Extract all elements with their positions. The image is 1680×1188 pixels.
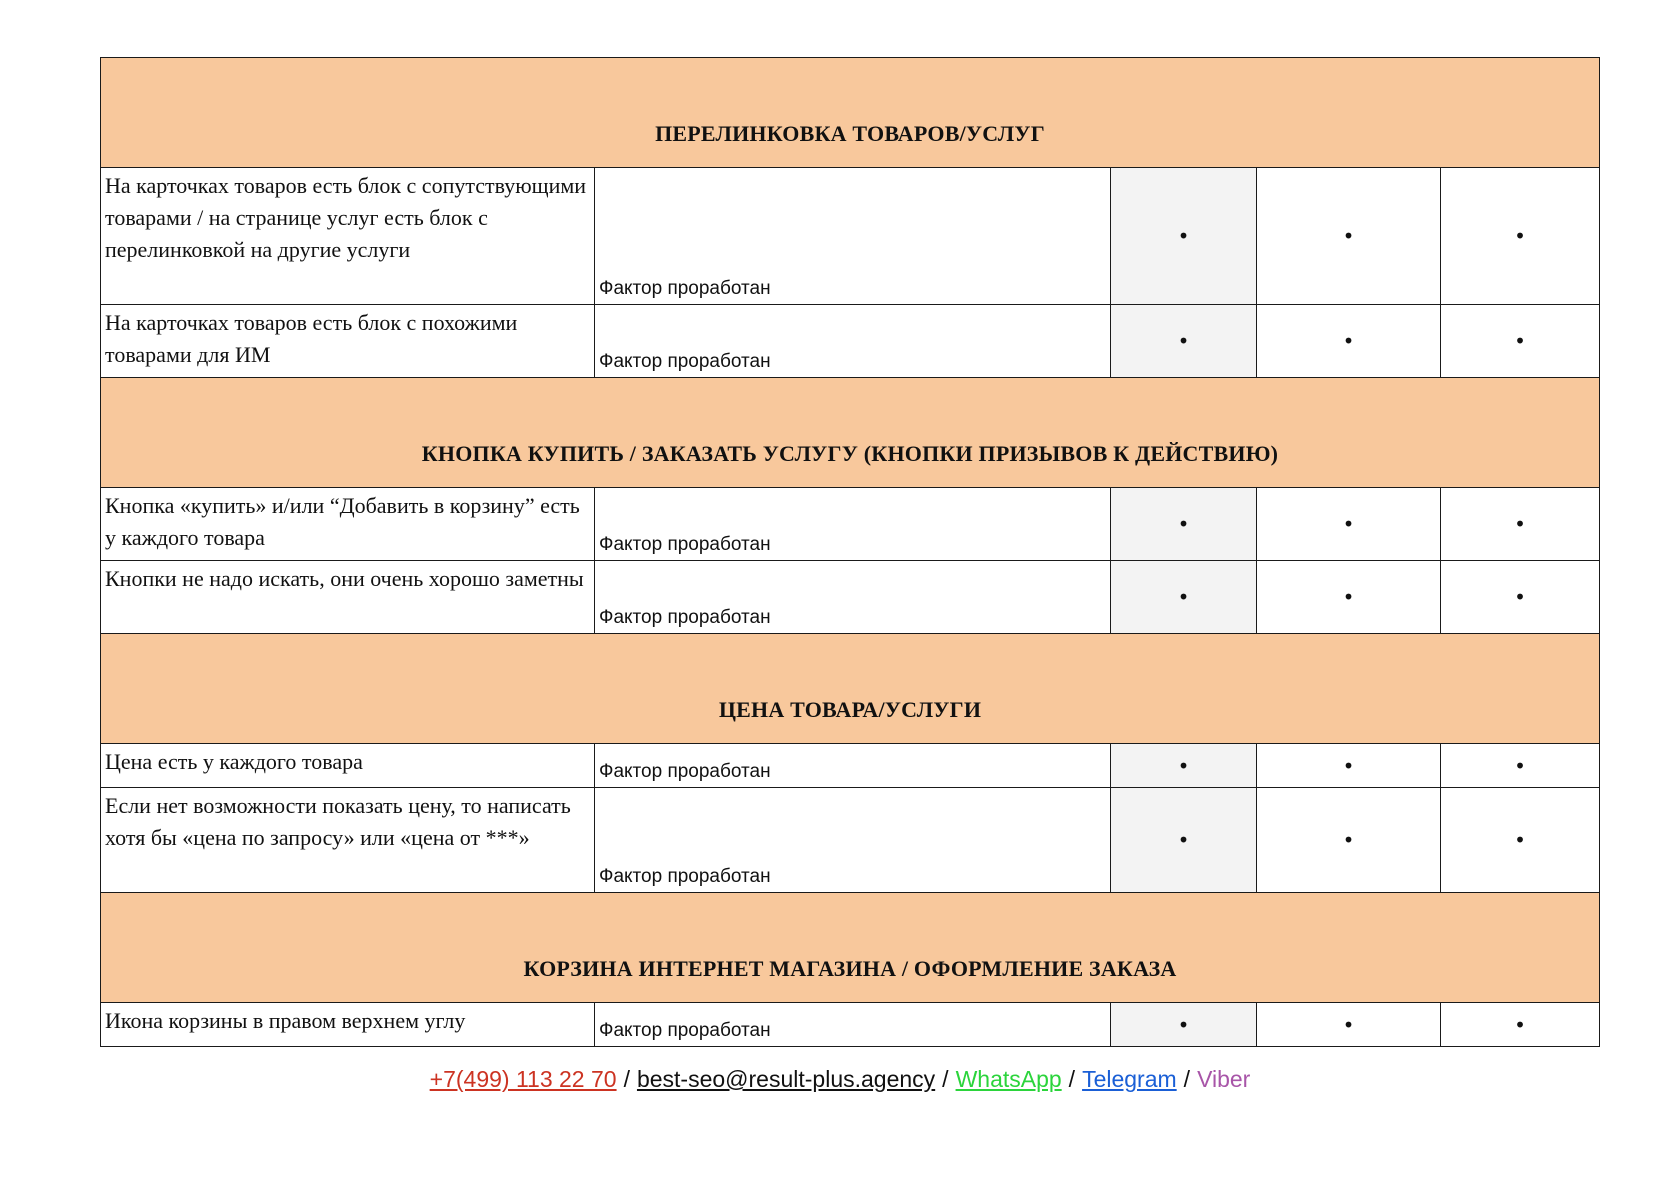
criterion-cell: Кнопка «купить» и/или “Добавить в корзину” есть у каждого товара — [101, 488, 595, 561]
section-header-row — [101, 634, 1600, 744]
telegram-link[interactable]: Telegram — [1082, 1066, 1177, 1092]
bullet-mark: • — [1111, 168, 1257, 305]
bullet-mark: • — [1257, 788, 1441, 893]
status-cell: Фактор проработан — [595, 1003, 1111, 1047]
section-header-row — [101, 58, 1600, 168]
bullet-mark: • — [1111, 305, 1257, 378]
bullet-mark: • — [1441, 788, 1600, 893]
status-cell: Фактор проработан — [595, 561, 1111, 634]
section-title: КНОПКА КУПИТЬ / ЗАКАЗАТЬ УСЛУГУ (КНОПКИ ПРИЗЫВОВ К ДЕЙСТВИЮ) — [101, 378, 1600, 488]
contacts-footer — [0, 1066, 1680, 1093]
bullet-mark: • — [1257, 488, 1441, 561]
table-row — [101, 488, 1600, 561]
whatsapp-link[interactable]: WhatsApp — [955, 1066, 1062, 1092]
table-row — [101, 305, 1600, 378]
criterion-cell: Икона корзины в правом верхнем углу — [101, 1003, 595, 1047]
bullet-mark: • — [1441, 168, 1600, 305]
bullet-mark: • — [1111, 488, 1257, 561]
separator: / — [623, 1066, 630, 1092]
separator: / — [942, 1066, 949, 1092]
phone-link[interactable]: +7(499) 113 22 70 — [429, 1066, 617, 1092]
section-title: ПЕРЕЛИНКОВКА ТОВАРОВ/УСЛУГ — [101, 58, 1600, 168]
bullet-mark: • — [1441, 1003, 1600, 1047]
bullet-mark: • — [1441, 305, 1600, 378]
separator: / — [1183, 1066, 1191, 1092]
status-cell: Фактор проработан — [595, 788, 1111, 893]
email-link[interactable]: best-seo@result-plus.agency — [636, 1066, 936, 1092]
bullet-mark: • — [1441, 561, 1600, 634]
bullet-mark: • — [1441, 488, 1600, 561]
bullet-mark: • — [1257, 744, 1441, 788]
status-cell: Фактор проработан — [595, 305, 1111, 378]
criterion-cell: Кнопки не надо искать, они очень хорошо заметны — [101, 561, 595, 634]
bullet-mark: • — [1441, 744, 1600, 788]
status-cell: Фактор проработан — [595, 488, 1111, 561]
section-header-row — [101, 378, 1600, 488]
section-title: КОРЗИНА ИНТЕРНЕТ МАГАЗИНА / ОФОРМЛЕНИЕ ЗАКАЗА — [101, 893, 1600, 1003]
bullet-mark: • — [1111, 744, 1257, 788]
viber-label[interactable]: Viber — [1197, 1066, 1251, 1092]
section-title: ЦЕНА ТОВАРА/УСЛУГИ — [101, 634, 1600, 744]
criterion-cell: На карточках товаров есть блок с сопутствующими товарами / на странице услуг есть блок с перелинковкой на другие услуги — [101, 168, 595, 305]
bullet-mark: • — [1111, 788, 1257, 893]
criterion-cell: На карточках товаров есть блок с похожими товарами для ИМ — [101, 305, 595, 378]
status-cell: Фактор проработан — [595, 744, 1111, 788]
table-row — [101, 168, 1600, 305]
table-row — [101, 561, 1600, 634]
bullet-mark: • — [1257, 1003, 1441, 1047]
table-row — [101, 788, 1600, 893]
bullet-mark: • — [1257, 561, 1441, 634]
criterion-cell: Цена есть у каждого товара — [101, 744, 595, 788]
bullet-mark: • — [1257, 168, 1441, 305]
table-row — [101, 744, 1600, 788]
bullet-mark: • — [1257, 305, 1441, 378]
status-cell: Фактор проработан — [595, 168, 1111, 305]
bullet-mark: • — [1111, 1003, 1257, 1047]
bullet-mark: • — [1111, 561, 1257, 634]
table-row — [101, 1003, 1600, 1047]
checklist-table — [100, 57, 1600, 1047]
separator: / — [1068, 1066, 1076, 1092]
criterion-cell: Если нет возможности показать цену, то написать хотя бы «цена по запросу» или «цена от ***» — [101, 788, 595, 893]
section-header-row — [101, 893, 1600, 1003]
